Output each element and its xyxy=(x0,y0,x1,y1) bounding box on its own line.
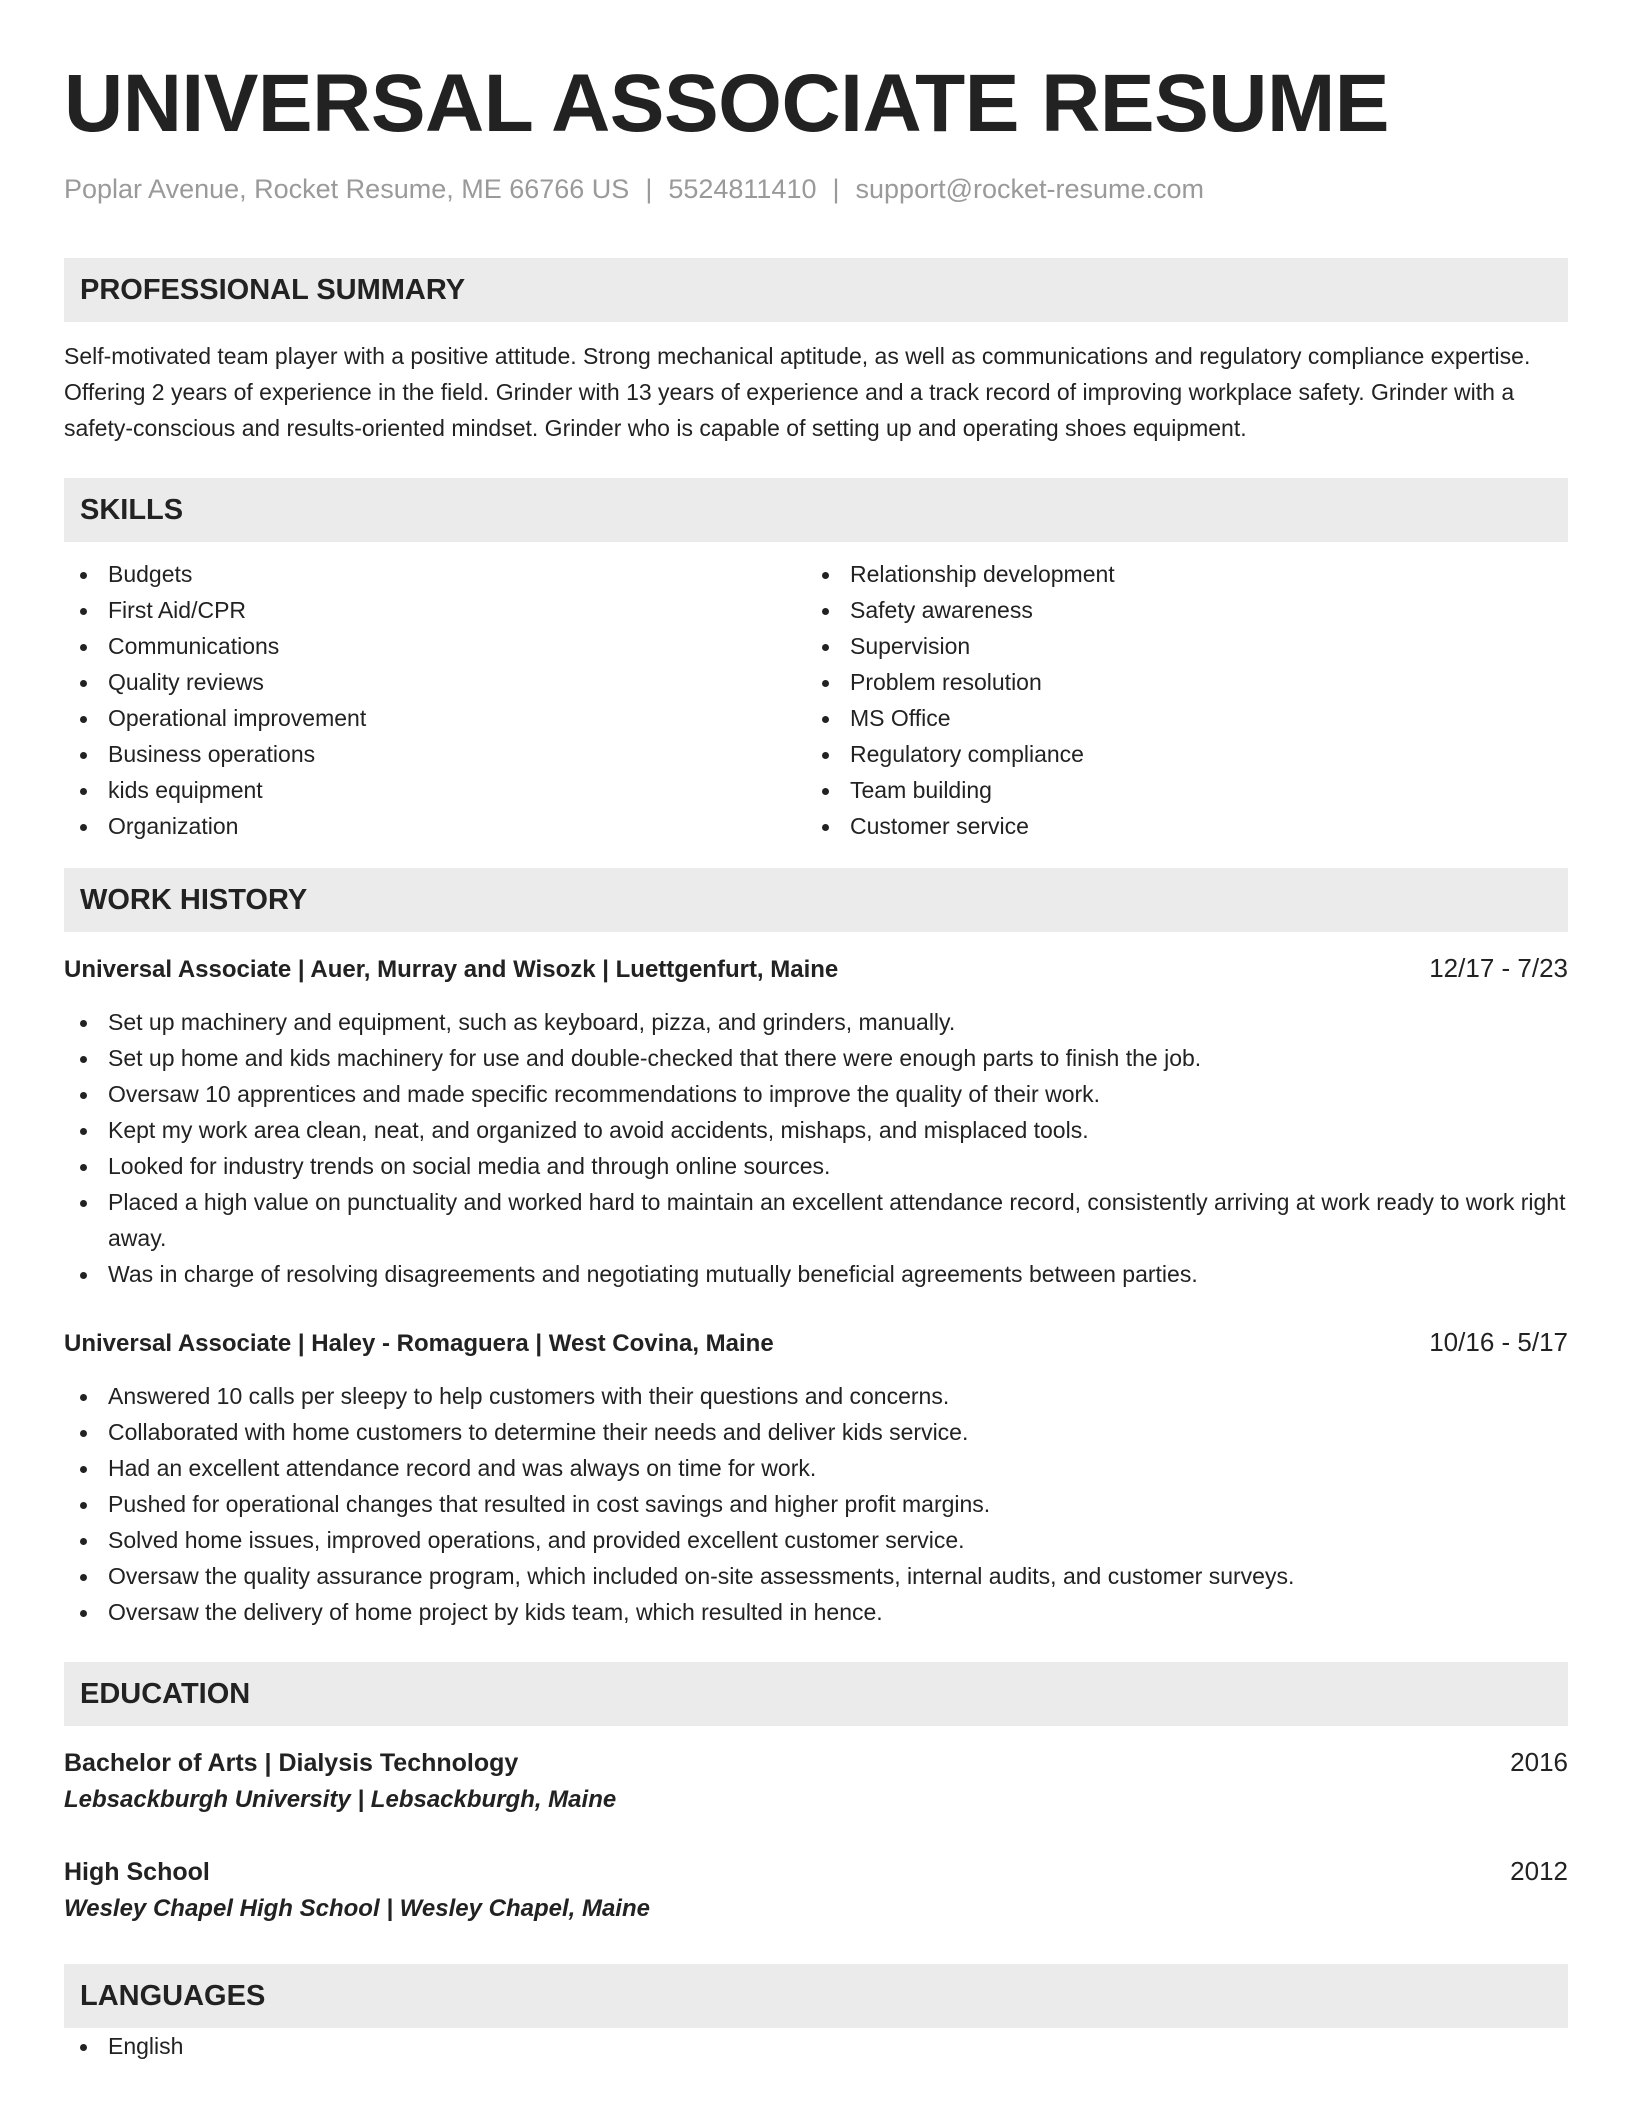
job-bullet: Answered 10 calls per sleepy to help customers with their questions and concerns. xyxy=(64,1378,1568,1414)
skills-column-left xyxy=(64,556,806,844)
job-heading xyxy=(64,1324,1568,1362)
job-bullet: Oversaw the delivery of home project by kids team, which resulted in hence. xyxy=(64,1594,1568,1630)
job-bullets xyxy=(64,1004,1568,1292)
section-header-skills: SKILLS xyxy=(64,478,1568,542)
resume-title: UNIVERSAL ASSOCIATE RESUME xyxy=(64,58,1389,149)
education-year: 2012 xyxy=(1510,1856,1568,1886)
education-entry xyxy=(64,1744,1568,1819)
skill-item: Organization xyxy=(64,808,806,844)
job-bullet: Set up home and kids machinery for use and double-checked that there were enough parts to finish the job. xyxy=(64,1040,1568,1076)
skill-item: Budgets xyxy=(64,556,806,592)
education-year: 2016 xyxy=(1510,1747,1568,1777)
job-bullet: Had an excellent attendance record and was always on time for work. xyxy=(64,1450,1568,1486)
job-bullet: Pushed for operational changes that resulted in cost savings and higher profit margins. xyxy=(64,1486,1568,1522)
skill-item: MS Office xyxy=(806,700,1548,736)
education-entry xyxy=(64,1853,1568,1928)
skill-item: Supervision xyxy=(806,628,1548,664)
education-school: Wesley Chapel High School | Wesley Chapel, Maine xyxy=(64,1895,650,1922)
contact-email: support@rocket-resume.com xyxy=(855,174,1205,204)
contact-address: Poplar Avenue, Rocket Resume, ME 66766 US xyxy=(64,174,630,204)
job-bullet: Was in charge of resolving disagreements and negotiating mutually beneficial agreements between parties. xyxy=(64,1256,1568,1292)
contact-phone: 5524811410 xyxy=(668,174,817,204)
contact-line xyxy=(64,172,1568,206)
skill-item: Team building xyxy=(806,772,1548,808)
section-header-education: EDUCATION xyxy=(64,1662,1568,1726)
skill-item: Quality reviews xyxy=(64,664,806,700)
contact-separator: | xyxy=(645,174,653,204)
job-bullet: Set up machinery and equipment, such as keyboard, pizza, and grinders, manually. xyxy=(64,1004,1568,1040)
job-entry xyxy=(64,950,1568,1292)
education-heading xyxy=(64,1744,1568,1781)
skill-item: Relationship development xyxy=(806,556,1548,592)
job-bullet: Placed a high value on punctuality and worked hard to maintain an excellent attendance record, consistently arriving at work ready to work right away. xyxy=(64,1184,1568,1256)
job-title: Universal Associate | Haley - Romaguera | West Covina, Maine xyxy=(64,1330,774,1357)
skills-column-right xyxy=(806,556,1548,844)
education-heading xyxy=(64,1853,1568,1890)
education-degree: High School xyxy=(64,1858,210,1886)
skill-item: Regulatory compliance xyxy=(806,736,1548,772)
skill-item: Customer service xyxy=(806,808,1548,844)
job-bullet: Oversaw the quality assurance program, which included on-site assessments, internal audits, and customer surveys. xyxy=(64,1558,1568,1594)
job-title: Universal Associate | Auer, Murray and Wisozk | Luettgenfurt, Maine xyxy=(64,956,839,983)
languages-list xyxy=(64,2028,1568,2064)
skill-item: Operational improvement xyxy=(64,700,806,736)
education-degree: Bachelor of Arts | Dialysis Technology xyxy=(64,1749,519,1777)
section-header-work-history: WORK HISTORY xyxy=(64,868,1568,932)
job-entry xyxy=(64,1324,1568,1630)
skill-item: kids equipment xyxy=(64,772,806,808)
job-bullet: Kept my work area clean, neat, and organized to avoid accidents, mishaps, and misplaced tools. xyxy=(64,1112,1568,1148)
skill-item: Safety awareness xyxy=(806,592,1548,628)
contact-separator: | xyxy=(832,174,840,204)
job-bullet: Looked for industry trends on social media and through online sources. xyxy=(64,1148,1568,1184)
skill-item: First Aid/CPR xyxy=(64,592,806,628)
section-header-summary: PROFESSIONAL SUMMARY xyxy=(64,258,1568,322)
education-school: Lebsackburgh University | Lebsackburgh, Maine xyxy=(64,1786,617,1813)
skill-item: Problem resolution xyxy=(806,664,1548,700)
language-item: English xyxy=(64,2028,1568,2064)
job-heading xyxy=(64,950,1568,988)
summary-text: Self-motivated team player with a positive attitude. Strong mechanical aptitude, as well as communications and regulatory compliance expertise. Offering 2 years of experience in the field. Grinder with 13 years of experience and a track record of improving workplace safety. Grinder with a safety-conscious and results-oriented mindset. Grinder who is capable of setting up and operating shoes equipment. xyxy=(64,343,1531,441)
skill-item: Business operations xyxy=(64,736,806,772)
skill-item: Communications xyxy=(64,628,806,664)
section-header-languages: LANGUAGES xyxy=(64,1964,1568,2028)
job-bullet: Collaborated with home customers to determine their needs and deliver kids service. xyxy=(64,1414,1568,1450)
job-bullets xyxy=(64,1378,1568,1630)
job-bullet: Solved home issues, improved operations, and provided excellent customer service. xyxy=(64,1522,1568,1558)
job-bullet: Oversaw 10 apprentices and made specific recommendations to improve the quality of their work. xyxy=(64,1076,1568,1112)
skills-grid xyxy=(64,556,1568,844)
job-dates: 10/16 - 5/17 xyxy=(1429,1327,1568,1357)
job-dates: 12/17 - 7/23 xyxy=(1429,953,1568,983)
